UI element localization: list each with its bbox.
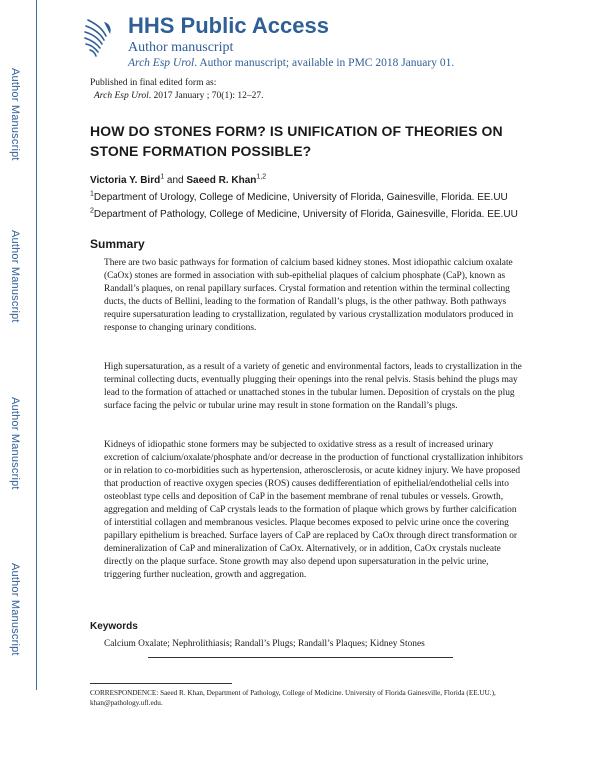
affiliation-2 xyxy=(90,209,518,220)
side-label-author-manuscript: Author Manuscript xyxy=(9,230,21,323)
author-conjunction: and xyxy=(164,175,187,186)
summary-paragraph-1: There are two basic pathways for formation of calcium based kidney stones. Most idiopathic calcium oxalate (CaOx) stones are formed in association with sub-epithelial plaques of calcium phosphate (CaP), known as Randall’s plaques, on renal papillary surfaces. Crystal formation and retention within the terminal collecting ducts, the ducts of Bellini, leading to the formation of Randall’s plugs, is the other pathway. Both pathways require supersaturation leading to crystallization, regulated by various crystallization modulators produced in response to changing urinary conditions. xyxy=(104,258,514,333)
affiliation-marker: 1 xyxy=(160,173,165,181)
author-manuscript-subtitle: Author manuscript xyxy=(128,40,234,55)
keywords-divider xyxy=(148,657,453,658)
published-label: Published in final edited form as: xyxy=(90,78,217,88)
summary-heading: Summary xyxy=(90,237,145,251)
summary-paragraph-3: Kidneys of idiopathic stone formers may be subjected to oxidative stress as a result of increased urinary excretion of calcium/oxalate/phosphate and/or decrease in the production of functional crystallization inhibitors or in relation to co-morbidities such as hypertension, atherosclerosis, or acute kidney injury. We have proposed that production of reactive oxygen species (ROS) causes dedifferentiation of epithelial/endothelial cells into osteoblast type cells and deposition of CaP in the basement membrane of renal tubules or vessels. Growth, aggregation and melding of CaP crystals leads to the formation of plaque which grows by further calcification of interstitial collagen and membranous vesicles. Plaque becomes exposed to pelvic urine once the covering papillary epithelium is breached. Surface layers of CaP are replaced by CaOx through direct transformation or demineralization of CaP and mineralization of CaOx. Alternatively, or in addition, CaOx crystals nucleate directly on the plaque surface. Stone growth may also depend upon supersaturation in the pelvic urine, triggering further nucleation, growth and aggregation. xyxy=(104,440,523,580)
side-margin xyxy=(0,0,38,776)
side-label-author-manuscript: Author Manuscript xyxy=(9,563,21,656)
side-label-author-manuscript: Author Manuscript xyxy=(9,68,21,161)
hhs-public-access-title: HHS Public Access xyxy=(128,13,329,38)
footnote-divider xyxy=(90,683,232,684)
affiliation-marker: 1 xyxy=(90,190,94,198)
affiliation-text: Department of Pathology, College of Medicine, University of Florida, Gainesville, Florida. EE.UU xyxy=(93,209,518,220)
journal-abbrev: Arch Esp Urol xyxy=(128,57,195,69)
author-list xyxy=(90,175,266,186)
published-citation: Arch Esp Urol. 2017 January ; 70(1): 12–27. xyxy=(94,91,264,101)
affiliation-marker: 2 xyxy=(90,207,94,215)
article-title: HOW DO STONES FORM? IS UNIFICATION OF THEORIES ON STONE FORMATION POSSIBLE? xyxy=(90,123,503,159)
correspondence-footnote: CORRESPONDENCE: Saeed R. Khan, Department of Pathology, College of Medicine. University of Florida Gainesville, Florida (EE.UU.), khan@pathology.ufl.edu. xyxy=(90,689,496,707)
pmc-citation xyxy=(128,56,454,70)
author-name: Saeed R. Khan xyxy=(186,175,257,186)
summary-paragraph-2: High supersaturation, as a result of a variety of genetic and environmental factors, leads to crystallization in the terminal collecting ducts, eventually plugging their openings into the renal pelvis. Stasis behind the plugs may lead to the formation of attached or unattached stones in the tubular lumen. Deposition of crystals on the plug surface facing the pelvic or tubular urine may result in stone formation on the Randall’s plugs. xyxy=(104,362,522,411)
author-name: Victoria Y. Bird xyxy=(90,175,161,186)
side-label-author-manuscript: Author Manuscript xyxy=(9,397,21,490)
pmc-citation-rest: . Author manuscript; available in PMC 2018 January 01. xyxy=(194,57,455,69)
margin-divider xyxy=(36,0,37,690)
affiliation-text: Department of Urology, College of Medicine, University of Florida, Gainesville, Florida. EE.UU xyxy=(93,192,508,203)
publication-info xyxy=(90,77,264,103)
affiliation-marker: 1,2 xyxy=(256,173,267,181)
affiliation-1 xyxy=(90,192,508,203)
hhs-eagle-logo-icon xyxy=(82,14,114,60)
keywords-list: Calcium Oxalate; Nephrolithiasis; Randall’s Plugs; Randall’s Plaques; Kidney Stones xyxy=(104,639,425,649)
keywords-heading: Keywords xyxy=(90,621,138,632)
